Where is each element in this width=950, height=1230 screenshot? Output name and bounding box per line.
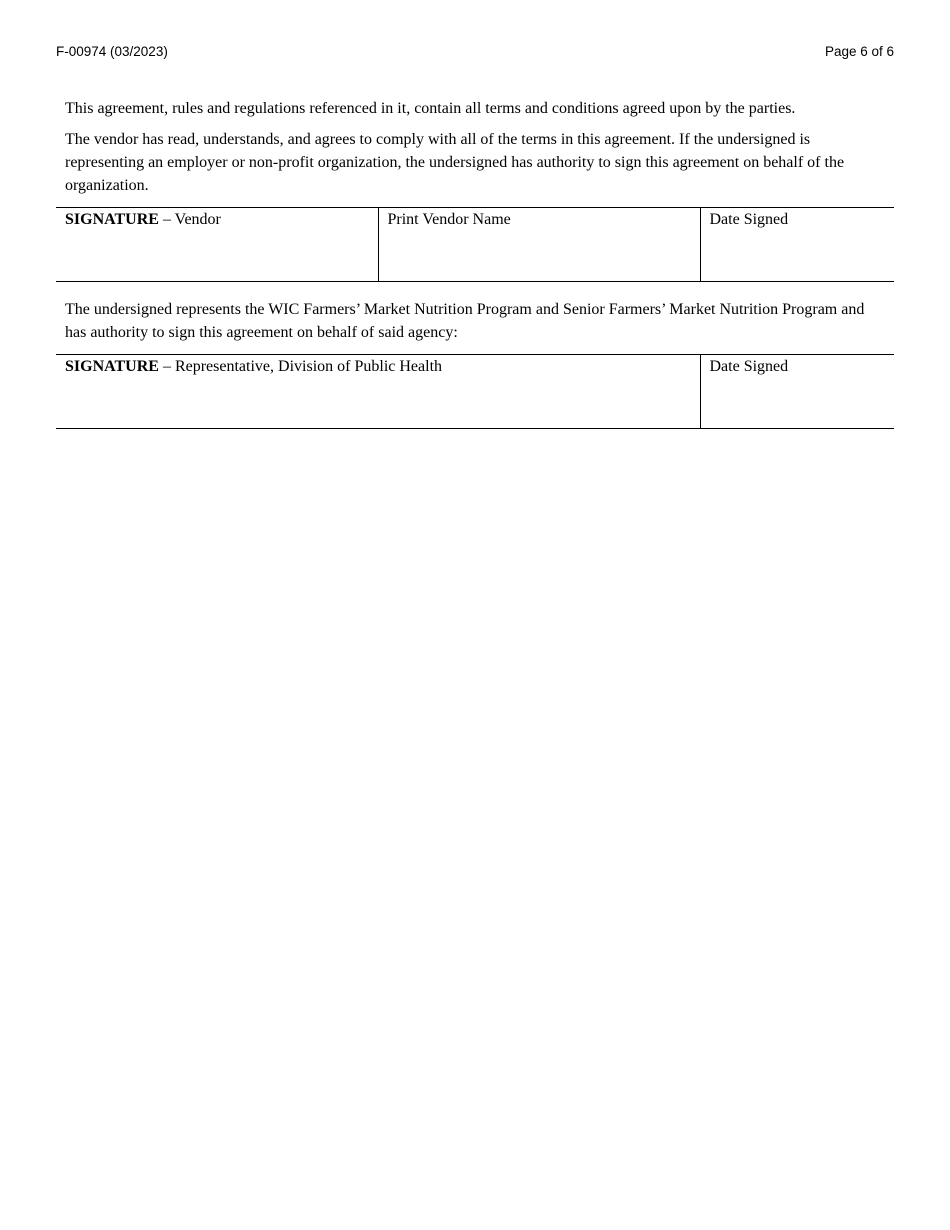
page-number: Page 6 of 6	[824, 44, 894, 59]
vendor-print-name-label: Print Vendor Name	[387, 211, 511, 228]
agency-date-signed-field[interactable]	[700, 355, 894, 429]
vendor-signature-label: – Vendor	[158, 211, 221, 228]
form-id: F-00974 (03/2023)	[56, 44, 168, 59]
agency-signature-table	[56, 354, 894, 429]
agency-date-signed-label: Date Signed	[709, 358, 789, 375]
agency-paragraph: The undersigned represents the WIC Farmers’ Market Nutrition Program and Senior Farmers’ Market Nutrition Program and has authority to sign this agreement on behalf of said agency:	[65, 301, 865, 341]
vendor-compliance-paragraph: The vendor has read, understands, and agrees to comply with all of the terms in this agreement. If the undersigned is representing an employer or non-profit organization, the undersigned has authority to sign this agreement on behalf of the organization.	[65, 131, 845, 194]
vendor-date-signed-label: Date Signed	[709, 211, 789, 228]
vendor-signature-field[interactable]	[56, 208, 378, 282]
vendor-print-name-field[interactable]	[378, 208, 700, 282]
agreement-paragraph: This agreement, rules and regulations referenced in it, contain all terms and conditions agreed upon by the parties.	[65, 100, 796, 117]
vendor-signature-label-bold: SIGNATURE	[65, 211, 159, 228]
vendor-date-signed-field[interactable]	[700, 208, 894, 282]
vendor-signature-table	[56, 207, 894, 282]
agency-signature-label-bold: SIGNATURE	[65, 358, 159, 375]
document-body	[56, 97, 894, 429]
agency-signature-field[interactable]	[56, 355, 700, 429]
agency-signature-label: – Representative, Division of Public Health	[158, 358, 443, 375]
